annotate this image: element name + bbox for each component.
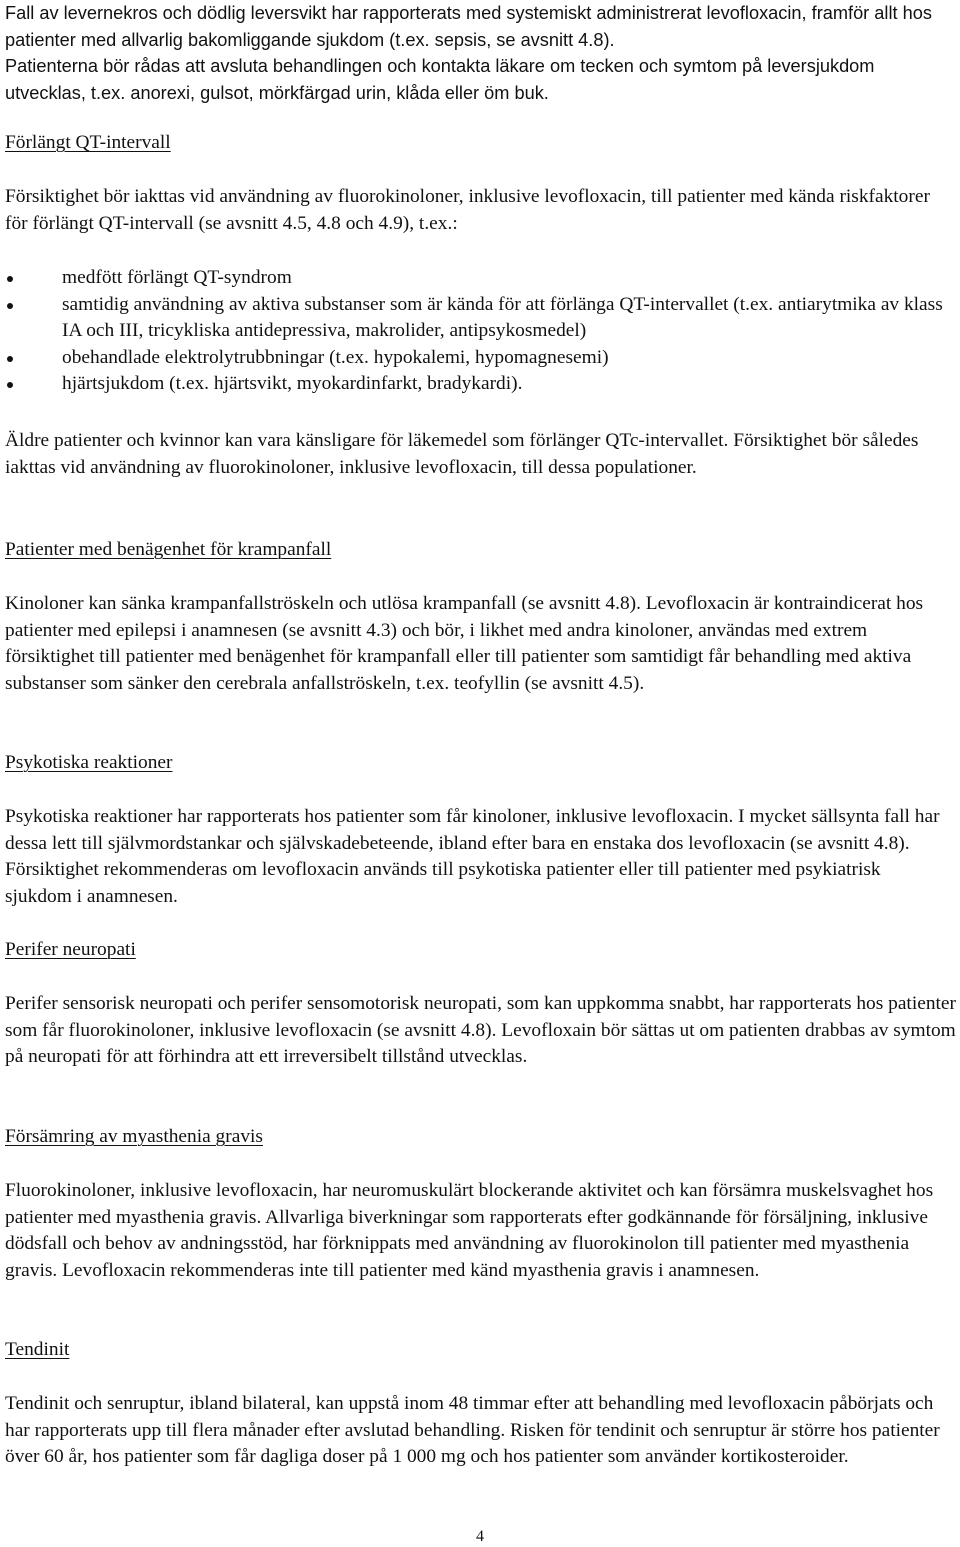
section-heading-psychotic: Psykotiska reaktioner xyxy=(5,752,173,773)
list-item xyxy=(5,292,957,345)
bullet-icon xyxy=(7,356,13,362)
tendinitis-body-text: Tendinit och senruptur, ibland bilateral, kan uppstå inom 48 timmar efter att behandling med levofloxacin påbörjats och har rapporterats upp till flera månader efter avslutad behandling. Risken för tendinit och senruptur är större hos patienter över 60 år, hos patienter som får dagliga doser på 1 000 mg och hos patienter som använder kortikosteroider. xyxy=(5,1393,940,1468)
list-item xyxy=(5,371,957,398)
list-item-text: samtidig användning av aktiva substanser som är kända för att förlänga QT-intervallet (t.ex. antiarytmika av klass IA och III, tricykliska antidepressiva, makrolider, antipsykosmedel) xyxy=(62,293,943,342)
list-item xyxy=(5,265,957,292)
section-heading-tendinitis: Tendinit xyxy=(5,1339,70,1360)
psychotic-body-text: Psykotiska reaktioner har rapporterats hos patienter som får kinoloner, inklusive levofloxacin. I mycket sällsynta fall har dessa lett till självmordstankar och självskadebeteende, ibland efter bara en enstaka dos levofloxacin (se avsnitt 4.8). Försiktighet rekommenderas om levofloxacin används till psykotiska patienter eller till patienter med psykiatrisk sjukdom i anamnesen. xyxy=(5,806,940,907)
bullet-icon xyxy=(7,276,13,282)
intro-liver-failure-text: Fall av levernekros och dödlig leversvikt har rapporterats med systemiskt administrerat levofloxacin, framför allt hos patienter med allvarlig bakomliggande sjukdom (t.ex. sepsis, se avsnitt 4.8). xyxy=(5,3,932,50)
myasthenia-body-text: Fluorokinoloner, inklusive levofloxacin, har neuromuskulärt blockerande aktivitet och kan försämra muskelsvaghet hos patienter med myasthenia gravis. Allvarliga biverkningar som rapporterats efter godkännande för försäljning, inklusive dödsfall och behov av andningsstöd, har förknippats med användning av fluorokinolon till patienter med myasthenia gravis. Levofloxacin rekommenderas inte till patienter med känd myasthenia gravis i anamnesen. xyxy=(5,1180,934,1281)
list-item xyxy=(5,345,957,372)
section-heading-neuropathy: Perifer neuropati xyxy=(5,939,136,960)
page-number: 4 xyxy=(476,1528,484,1545)
intro-liver-advice-text: Patienterna bör rådas att avsluta behandlingen och kontakta läkare om tecken och symtom på leversjukdom utvecklas, t.ex. anorexi, gulsot, mörkfärgad urin, klåda eller öm buk. xyxy=(5,56,875,103)
list-item-text: hjärtsjukdom (t.ex. hjärtsvikt, myokardinfarkt, bradykardi). xyxy=(62,373,523,395)
bullet-icon xyxy=(7,303,13,309)
section-heading-qt: Förlängt QT-intervall xyxy=(5,132,171,153)
neuropathy-body-text: Perifer sensorisk neuropati och perifer sensomotorisk neuropati, som kan uppkomma snabbt, har rapporterats hos patienter som får fluorokinoloner, inklusive levofloxacin (se avsnitt 4.8). Levofloxain bör sättas ut om patienten drabbas av symtom på neuropati för att förhindra att ett irreversibelt tillstånd utvecklas. xyxy=(5,993,956,1068)
section-heading-myasthenia: Försämring av myasthenia gravis xyxy=(5,1126,263,1147)
qt-closing-text: Äldre patienter och kvinnor kan vara känsligare för läkemedel som förlänger QTc-intervallet. Försiktighet bör således iakttas vid användning av fluorokinoloner, inklusive levofloxacin, till dessa populationer. xyxy=(5,430,919,478)
qt-risk-factor-list xyxy=(5,265,957,398)
intro-paragraph xyxy=(5,0,957,106)
qt-intro-text: Försiktighet bör iakttas vid användning av fluorokinoloner, inklusive levofloxacin, till patienter med kända riskfaktorer för förlängt QT-intervall (se avsnitt 4.5, 4.8 och 4.9), t.ex.: xyxy=(5,186,930,234)
list-item-text: medfött förlängt QT-syndrom xyxy=(62,267,292,288)
section-heading-seizures: Patienter med benägenhet för krampanfall xyxy=(5,539,332,560)
list-item-text: obehandlade elektrolytrubbningar (t.ex. hypokalemi, hypomagnesemi) xyxy=(62,346,609,368)
bullet-icon xyxy=(7,382,13,388)
seizures-body-text: Kinoloner kan sänka krampanfallströskeln och utlösa krampanfall (se avsnitt 4.8). Levofloxacin är kontraindicerat hos patienter med epilepsi i anamnesen (se avsnitt 4.3) och bör, i likhet med andra kinoloner, användas med extrem försiktighet till patienter med benägenhet för krampanfall eller till patienter som samtidigt får behandling med aktiva substanser som sänker den cerebrala anfallströskeln, t.ex. teofyllin (se avsnitt 4.5). xyxy=(5,593,924,694)
